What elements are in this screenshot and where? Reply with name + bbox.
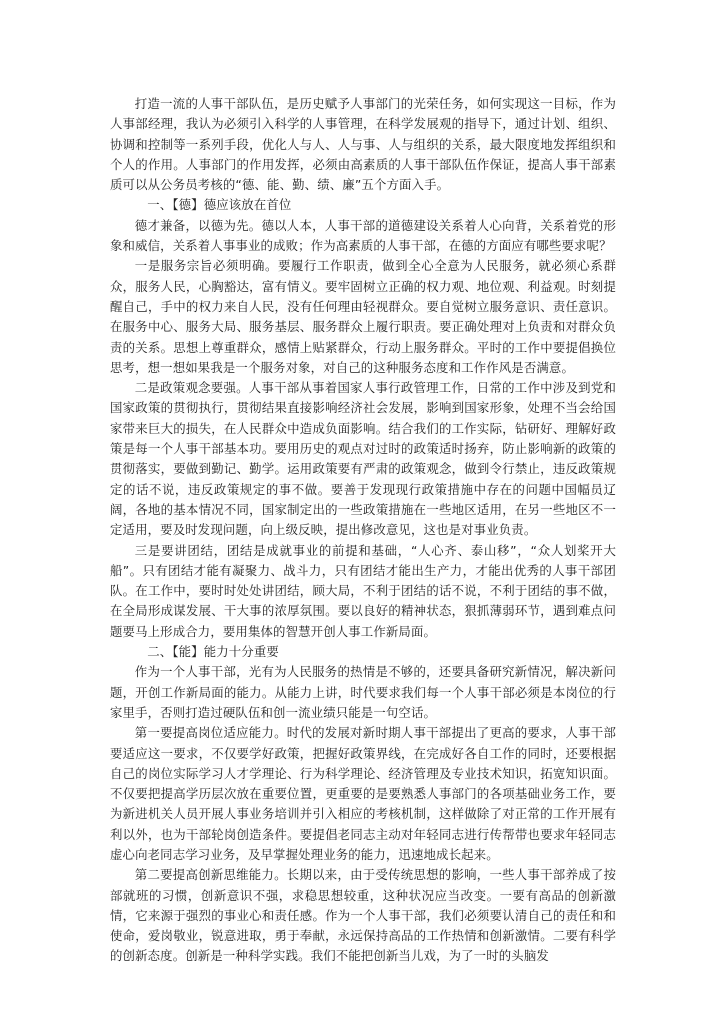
- adaptability-paragraph: 第一要提高岗位适应能力。时代的发展对新时期人事干部提出了更高的要求，人事干部要适应这一要求，不仅要学好政策，把握好政策界线，在完成好各自工作的同时，还要根据自己的岗位实际学习人才学理论、行为科学理论、经济管理及专业技术知识，拓宽知识面。不仅要把提高学历层次放在重要位置，更重要的是要熟悉人事部门的各项基础业务工作，要为新进机关人员开展人事业务培训并引入相应的考核机制，这样做除了对正常的工作开展有利以外，也为干部轮岗创造条件。要提倡老同志主动对年轻同志进行传帮带也要求年轻同志虚心向老同志学习业务，及早掌握处理业务的能力，迅速地成长起来。: [110, 725, 616, 862]
- service-purpose-paragraph: 一是服务宗旨必须明确。要履行工作职责，做到全心全意为人民服务，就必须心系群众，服务人民，心胸豁达，富有情义。要牢固树立正确的权力观、地位观、利益观。时刻提醒自己，手中的权力来自人民，没有任何理由轻视群众。要自觉树立服务意识、责任意识。在服务中心、服务大局、服务基层、服务群众上履行职责。要正确处理对上负责和对群众负责的关系。思想上尊重群众，感情上贴紧群众，行动上服务群众。平时的工作中要提倡换位思考，想一想如果我是一个服务对象，对自己的这种服务态度和工作作风是否满意。: [110, 258, 616, 375]
- unity-paragraph: 三是要讲团结，团结是成就事业的前提和基础，“人心齐、泰山移”，“众人划桨开大船”。只有团结才能有凝聚力、战斗力，只有团结才能出生产力，才能出优秀的人事干部团队。在工作中，要时时处处讲团结，顾大局，不利于团结的话不说，不利于团结的事不做，在全局形成谋发展、干大事的浓厚氛围。要以良好的精神状态，狠抓薄弱环节，遇到难点问题要马上形成合力，要用集体的智慧开创人事工作新局面。: [110, 542, 616, 639]
- document-body: [110, 94, 616, 967]
- innovation-paragraph: 第二要提高创新思维能力。长期以来，由于受传统思想的影响，一些人事干部养成了按部就班的习惯，创新意识不强，求稳思想较重，这种状况应当改变。一要有高品的创新激情，它来源于强烈的事业心和责任感。作为一个人事干部，我们必须要认清自己的责任和和使命，爱岗敬业，锐意进取，勇于奉献，永远保持高品的工作热情和创新激情。二要有科学的创新态度。创新是一种科学实践。我们不能把创新当儿戏，为了一时的头脑发: [110, 867, 616, 964]
- virtue-intro-paragraph: 德才兼备，以德为先。德以人本，人事干部的道德建设关系着人心向背，关系着党的形象和威信，关系着人事事业的成败；作为高素质的人事干部，在德的方面应有哪些要求呢？: [110, 217, 616, 254]
- policy-awareness-paragraph: 二是政策观念要强。人事干部从事着国家人事行政管理工作，日常的工作中涉及到党和国家政策的贯彻执行，贯彻结果直接影响经济社会发展，影响到国家形象，处理不当会给国家带来巨大的损失，在人民群众中造成负面影响。结合我们的工作实际，钻研好、理解好政策是每一个人事干部基本功。要用历史的观点对过时的政策适时扬弃，防止影响新的政策的贯彻落实，要做到勤记、勤学。运用政策要有严肃的政策观念，做到令行禁止，违反政策规定的话不说，违反政策规定的事不做。要善于发现现行政策措施中存在的问题中国幅员辽阔，各地的基本情况不同，国家制定出的一些政策措施在一些地区适用，在另一些地区不一定适用，要及时发现问题，向上级反映，提出修改意见，这也是对事业负责。: [110, 380, 616, 538]
- ability-intro-paragraph: 作为一个人事干部，光有为人民服务的热情是不够的，还要具备研究新情况，解决新问题，开创工作新局面的能力。从能力上讲，时代要求我们每一个人事干部必须是本岗位的行家里手，否则打造过硬队伍和创一流业绩只能是一句空话。: [110, 664, 616, 720]
- section-heading-ability: 二、【能】能力十分重要: [147, 644, 279, 660]
- section-heading-virtue: 一、【德】德应该放在首位: [147, 197, 292, 213]
- intro-paragraph: 打造一流的人事干部队伍，是历史赋予人事部门的光荣任务，如何实现这一目标，作为人事部经理，我认为必须引入科学的人事管理，在科学发展观的指导下，通过计划、组织、协调和控制等一系列手段，优化人与人、人与事、人与组织的关系，最大限度地发挥组织和个人的作用。人事部门的作用发挥，必须由高素质的人事干部队伍作保证，提高人事干部素质可以从公务员考核的“德、能、勤、绩、廉”五个方面入手。: [110, 96, 616, 193]
